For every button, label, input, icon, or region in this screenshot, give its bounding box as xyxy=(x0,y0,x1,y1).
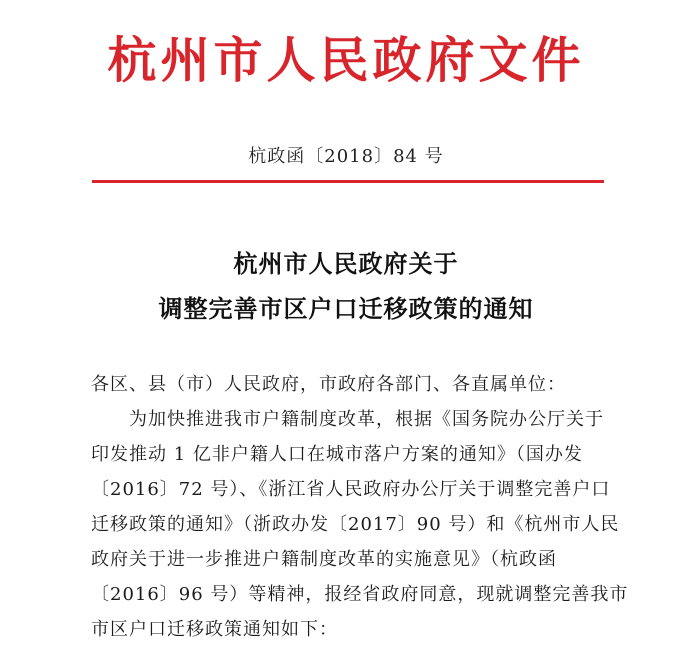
body-line: 〔2016〕72 号）、《浙江省人民政府办公厅关于调整完善户口 xyxy=(91,479,611,500)
body-line: 迁移政策的通知》（浙政办发〔2017〕90 号）和《杭州市人民 xyxy=(91,514,620,535)
body-line: 为加快推进我市户籍制度改革，根据《国务院办公厅关于 xyxy=(91,409,604,430)
body-line: 市区户口迁移政策通知如下： xyxy=(91,619,338,640)
body-line: 〔2016〕96 号）等精神，报经省政府同意，现就调整完善我市 xyxy=(91,584,629,605)
salutation: 各区、县（市）人民政府，市政府各部门、各直属单位： xyxy=(91,374,566,395)
document-title-line-2: 调整完善市区户口迁移政策的通知 xyxy=(158,295,534,323)
document-masthead: 杭州市人民政府文件 xyxy=(107,31,585,89)
document-title-line-1: 杭州市人民政府关于 xyxy=(233,250,459,278)
document-number: 杭政函〔2018〕84 号 xyxy=(248,146,444,167)
body-line: 印发推动 1 亿非户籍人口在城市落户方案的通知》（国办发 xyxy=(91,444,583,465)
body-line: 政府关于进一步推进户籍制度改革的实施意见》（杭政函 xyxy=(91,549,557,570)
red-divider-line xyxy=(92,180,604,183)
